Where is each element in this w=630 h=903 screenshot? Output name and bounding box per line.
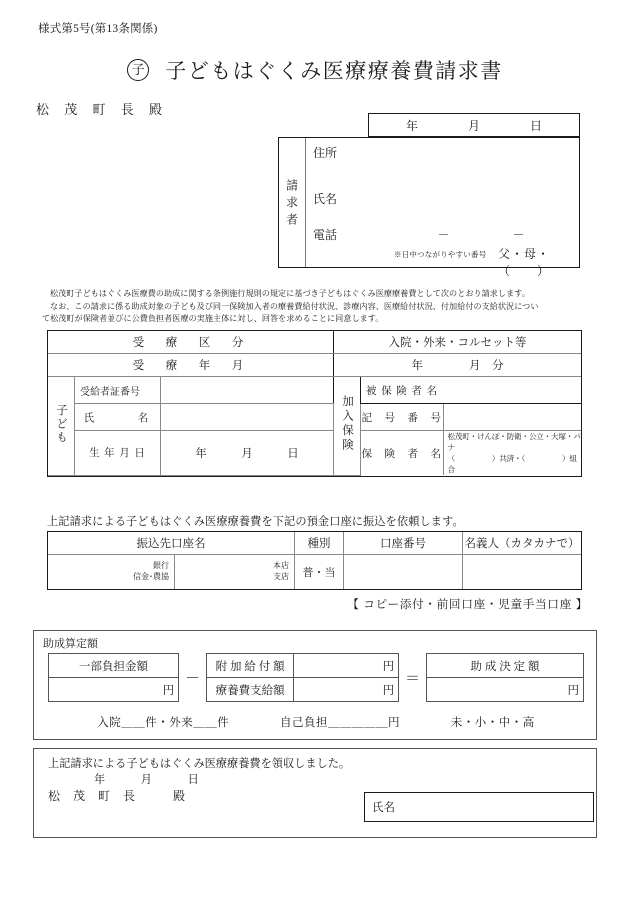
child-birthdate-label: 生 年 月 日 bbox=[75, 431, 161, 476]
transfer-header-account-number: 口座番号 bbox=[344, 532, 463, 555]
equals-operator: ＝ bbox=[405, 671, 421, 687]
insurer-name-label: 保 険 者 名 bbox=[361, 431, 444, 476]
transfer-header-type: 種別 bbox=[295, 532, 344, 555]
date-year-label: 年 bbox=[405, 118, 418, 133]
treatment-payment-label: 療養費支給額 bbox=[207, 678, 294, 702]
bank-suffix-line-2: 信金･農協 bbox=[133, 572, 169, 581]
insurer-options-line-1: 松茂町・けんぽ・防衛・公立・大塚・パナ bbox=[447, 432, 581, 452]
insurance-symbol-number-label: 記 号 番 号 bbox=[361, 404, 444, 431]
treatment-category-value[interactable]: 入院・外来・コルセット等 bbox=[334, 331, 582, 354]
relation-choice[interactable]: 父・母・（ ） bbox=[498, 247, 551, 278]
insurer-name-value[interactable] bbox=[443, 431, 581, 476]
treatment-category-label: 受 療 区 分 bbox=[48, 331, 334, 354]
minus-operator: － bbox=[185, 671, 201, 687]
account-holder-field[interactable] bbox=[463, 555, 582, 590]
page-title: 子どもはぐくみ医療療養費請求書 bbox=[165, 59, 503, 83]
transfer-header-account-name: 振込先口座名 bbox=[48, 532, 295, 555]
insured-name-label: 被 保 険 者 名 bbox=[361, 377, 444, 404]
insurer-options-line-2: （ ）共済・（ ）組合 bbox=[447, 454, 577, 474]
account-type-value[interactable]: 普・当 bbox=[295, 555, 344, 590]
decided-amount-label: 助 成 決 定 額 bbox=[426, 654, 583, 678]
additional-benefit-value[interactable]: 円 bbox=[294, 654, 399, 678]
decided-amount-table bbox=[426, 653, 584, 702]
branch-name-field[interactable] bbox=[175, 555, 295, 590]
transfer-account-table bbox=[47, 531, 582, 590]
subsidy-calculation-box bbox=[33, 630, 597, 740]
receipt-day: 日 bbox=[187, 774, 199, 786]
statement-line-3: て松茂町が保険者並びに公費負担者医療の実施主体に対し、回答を求めることに同意します。 bbox=[42, 314, 384, 324]
consent-statement bbox=[42, 288, 590, 326]
insured-name-value[interactable] bbox=[443, 377, 581, 404]
decided-amount-value[interactable]: 円 bbox=[426, 678, 583, 702]
bank-name-field[interactable] bbox=[48, 555, 175, 590]
statement-line-1: 松茂町子どもはぐくみ医療費の助成に関する条例施行規則の規定に基づき子どもはぐくみ医療療養費として次のとおり請求します。 bbox=[50, 289, 530, 298]
requester-tel-label: 電話 bbox=[313, 228, 338, 242]
receipt-name-field[interactable]: 氏名 bbox=[364, 792, 594, 822]
benefit-table bbox=[206, 653, 399, 702]
receipt-date-line[interactable] bbox=[94, 771, 232, 787]
treatment-month-value[interactable]: 年 月 分 bbox=[334, 354, 582, 377]
treatment-table bbox=[47, 330, 582, 477]
child-birthdate-value[interactable]: 年 月 日 bbox=[161, 431, 334, 476]
requester-address-label: 住所 bbox=[313, 146, 338, 160]
form-code: 様式第5号(第13条関係) bbox=[38, 23, 158, 35]
partial-burden-table bbox=[48, 653, 179, 702]
child-cert-number-value[interactable] bbox=[161, 377, 334, 404]
tel-dash-2: － bbox=[512, 228, 525, 242]
partial-burden-value[interactable]: 円 bbox=[49, 678, 179, 702]
calc-row bbox=[48, 653, 584, 702]
child-section-label: 子ども bbox=[48, 377, 75, 476]
requester-name-label: 氏名 bbox=[313, 192, 338, 206]
insurance-symbol-number-value[interactable] bbox=[443, 404, 581, 431]
transfer-request-note: 上記請求による子どもはぐくみ医療療養費を下記の預金口座に振込を依頼します。 bbox=[47, 516, 464, 528]
child-cert-number-label: 受給者証番号 bbox=[75, 377, 161, 404]
date-day-label: 日 bbox=[529, 118, 542, 133]
school-stage-choice[interactable]: 未・小・中・高 bbox=[450, 717, 535, 729]
requester-label: 請求者 bbox=[279, 138, 306, 267]
child-circle-icon: 子 bbox=[127, 59, 149, 81]
date-month-label: 月 bbox=[467, 118, 480, 133]
copy-attachment-note: 【 コピー添付・前回口座・児童手当口座 】 bbox=[347, 599, 588, 611]
bank-suffix-line-1: 銀行 bbox=[153, 561, 169, 570]
receipt-year: 年 bbox=[94, 774, 106, 786]
addressee-line: 松 茂 町 長 殿 bbox=[36, 102, 169, 117]
child-name-value[interactable] bbox=[161, 404, 334, 431]
additional-benefit-label: 附 加 給 付 額 bbox=[207, 654, 294, 678]
receipt-mayor-line: 松 茂 町 長 殿 bbox=[48, 789, 191, 803]
case-counts-line bbox=[34, 714, 598, 730]
requester-tel-dashes[interactable] bbox=[406, 226, 556, 243]
form-title-row bbox=[0, 55, 630, 85]
case-counts[interactable]: 入院＿＿件・外来＿＿件 bbox=[97, 717, 230, 729]
requester-box bbox=[278, 137, 580, 278]
treatment-payment-value[interactable]: 円 bbox=[294, 678, 399, 702]
insurance-section-label: 加入保険 bbox=[334, 377, 361, 476]
tel-note: ※日中つながりやすい番号 bbox=[394, 250, 487, 259]
receipt-month: 月 bbox=[140, 774, 152, 786]
tel-dash-1: － bbox=[437, 228, 450, 242]
receipt-box bbox=[33, 748, 597, 838]
account-number-field[interactable] bbox=[344, 555, 463, 590]
self-payment[interactable]: 自己負担＿＿＿＿＿円 bbox=[280, 717, 400, 729]
transfer-header-holder: 名義人（カタカナで） bbox=[463, 532, 582, 555]
receipt-statement: 上記請求による子どもはぐくみ医療療養費を領収しました。 bbox=[48, 758, 351, 770]
statement-line-2: なお、この請求に係る助成対象の子ども及び同一保険加入者の療養費給付状況、診療内容、医療給付状況、付加給付の支給状況につい bbox=[50, 301, 539, 311]
branch-suffix-line-2: 支店 bbox=[273, 572, 289, 581]
calc-title: 助成算定額 bbox=[43, 638, 98, 650]
requester-fields bbox=[306, 138, 579, 278]
branch-suffix-line-1: 本店 bbox=[273, 561, 289, 570]
treatment-month-label: 受 療 年 月 bbox=[48, 354, 334, 377]
partial-burden-label: 一部負担金額 bbox=[49, 654, 179, 678]
child-name-label: 氏 名 bbox=[75, 404, 161, 431]
date-entry-box[interactable] bbox=[368, 113, 580, 137]
